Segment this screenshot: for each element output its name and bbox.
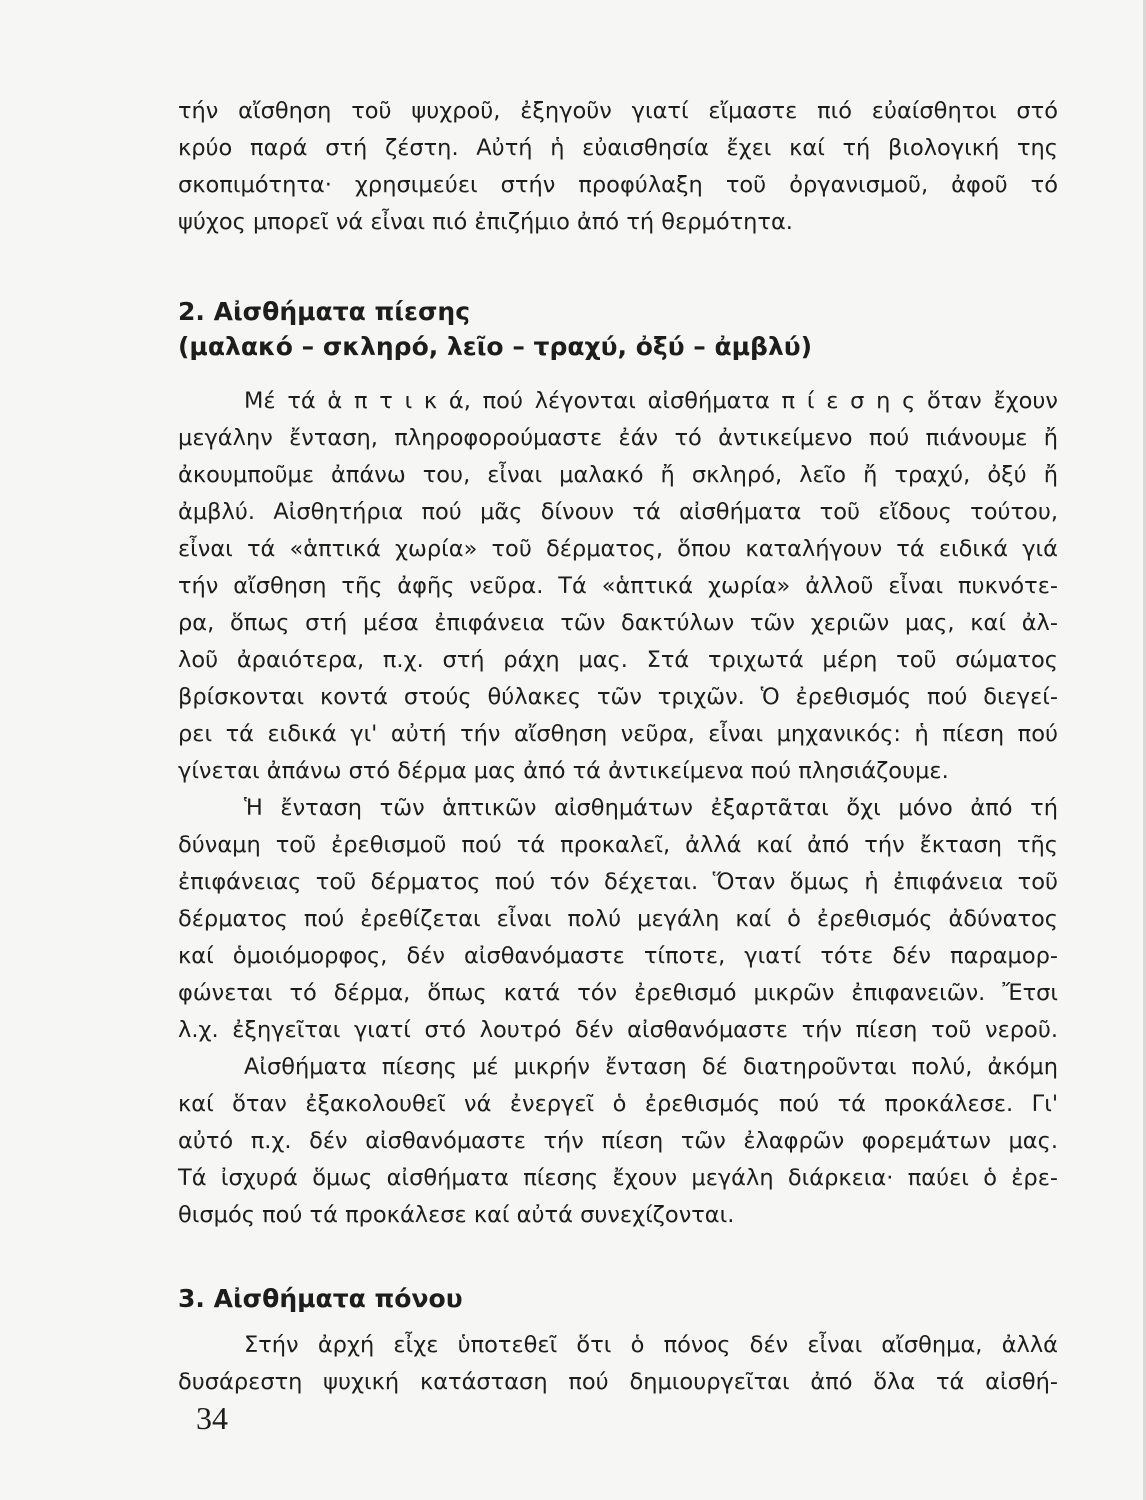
section-2-subheading: (μαλακό – σκληρό, λεῖο – τραχύ, ὀξύ – ἀμβλύ) bbox=[178, 332, 813, 361]
body-line: εἶναι τά «ἁπτικά χωρία» τοῦ δέρματος, ὅπου καταλήγουν τά ειδικά γιά bbox=[178, 536, 1058, 562]
section-3-heading: 3. Αἰσθήματα πόνου bbox=[178, 1284, 463, 1313]
body-line: δύναμη τοῦ ἐρεθισμοῦ πού τά προκαλεῖ, ἀλλά καί ἀπό τήν ἔκταση τῆς bbox=[178, 832, 1058, 858]
body-line: καί ὅταν ἐξακολουθεῖ νά ἐνεργεῖ ὁ ἐρεθισμός πού τά προκάλεσε. Γι' bbox=[178, 1091, 1058, 1117]
body-line: καί ὁμοιόμορφος, δέν αἰσθανόμαστε τίποτε, γιατί τότε δέν παραμορ- bbox=[178, 943, 1058, 969]
body-line: ἀκουμποῦμε ἀπάνω του, εἶναι μαλακό ἤ σκληρό, λεῖο ἤ τραχύ, ὀξύ ἤ bbox=[178, 462, 1058, 488]
body-line: ἀμβλύ. Αἰσθητήρια πού μᾶς δίνουν τά αἰσθήματα τοῦ εἴδους τούτου, bbox=[178, 499, 1058, 525]
intro-line: ψύχος μπορεῖ νά εἶναι πιό ἐπιζήμιο ἀπό τή θερμότητα. bbox=[178, 209, 793, 235]
body-line: θισμός πού τά προκάλεσε καί αὐτά συνεχίζονται. bbox=[178, 1202, 735, 1228]
body-line: μεγάλην ἔνταση, πληροφορούμαστε ἐάν τό ἀντικείμενο πού πιάνουμε ἤ bbox=[178, 425, 1058, 451]
body-line: λοῦ ἀραιότερα, π.χ. στή ράχη μας. Στά τριχωτά μέρη τοῦ σώματος bbox=[178, 647, 1058, 673]
body-line: τήν αἴσθηση τῆς ἀφῆς νεῦρα. Τά «ἁπτικά χωρία» ἀλλοῦ εἶναι πυκνότε- bbox=[178, 573, 1058, 599]
body-line: δυσάρεστη ψυχική κατάσταση πού δημιουργεῖται ἀπό ὅλα τά αἰσθή- bbox=[178, 1369, 1058, 1395]
body-line: Αἰσθήματα πίεσης μέ μικρήν ἔνταση δέ διατηροῦνται πολύ, ἀκόμη bbox=[244, 1054, 1058, 1080]
body-line: αὐτό π.χ. δέν αἰσθανόμαστε τήν πίεση τῶν ἐλαφρῶν φορεμάτων μας. bbox=[178, 1128, 1058, 1154]
body-line: λ.χ. ἐξηγεῖται γιατί στό λουτρό δέν αἰσθανόμαστε τήν πίεση τοῦ νεροῦ. bbox=[178, 1017, 1058, 1043]
intro-line: τήν αἴσθηση τοῦ ψυχροῦ, ἐξηγοῦν γιατί εἴμαστε πιό εὐαίσθητοι στό bbox=[178, 98, 1058, 124]
body-line: ἐπιφάνειας τοῦ δέρματος πού τόν δέχεται. Ὅταν ὅμως ἡ ἐπιφάνεια τοῦ bbox=[178, 869, 1058, 895]
body-line: ρα, ὅπως στή μέσα ἐπιφάνεια τῶν δακτύλων τῶν χεριῶν μας, καί ἀλ- bbox=[178, 610, 1058, 636]
body-line: φώνεται τό δέρμα, ὅπως κατά τόν ἐρεθισμό μικρῶν ἐπιφανειῶν. Ἔτσι bbox=[178, 980, 1058, 1006]
body-line: Μέ τά ἁ π τ ι κ ά, πού λέγονται αἰσθήματα π ί ε σ η ς ὅταν ἔχουν bbox=[244, 388, 1058, 414]
body-line: Τά ἰσχυρά ὅμως αἰσθήματα πίεσης ἔχουν μεγάλη διάρκεια· παύει ὁ ἐρε- bbox=[178, 1165, 1058, 1191]
intro-line: κρύο παρά στή ζέστη. Αὐτή ἡ εὐαισθησία ἔχει καί τή βιολογική της bbox=[178, 135, 1058, 161]
section-2-heading: 2. Αἰσθήματα πίεσης bbox=[178, 297, 471, 326]
body-line: βρίσκονται κοντά στούς θύλακες τῶν τριχῶν. Ὁ ἐρεθισμός πού διεγεί- bbox=[178, 684, 1058, 710]
body-line: Στήν ἀρχή εἶχε ὑποτεθεῖ ὅτι ὁ πόνος δέν εἶναι αἴσθημα, ἀλλά bbox=[244, 1332, 1058, 1358]
body-line: γίνεται ἀπάνω στό δέρμα μας ἀπό τά ἀντικείμενα πού πλησιάζουμε. bbox=[178, 758, 949, 784]
intro-line: σκοπιμότητα· χρησιμεύει στήν προφύλαξη τοῦ ὀργανισμοῦ, ἀφοῦ τό bbox=[178, 172, 1058, 198]
body-line: ρει τά ειδικά γι' αὐτή τήν αἴσθηση νεῦρα, εἶναι μηχανικός: ἡ πίεση πού bbox=[178, 721, 1058, 747]
body-line: δέρματος πού ἐρεθίζεται εἶναι πολύ μεγάλη καί ὁ ἐρεθισμός ἀδύνατος bbox=[178, 906, 1058, 932]
page-number: 34 bbox=[196, 1400, 228, 1436]
body-line: Ἡ ἔνταση τῶν ἁπτικῶν αἰσθημάτων ἐξαρτᾶται ὄχι μόνο ἀπό τή bbox=[244, 795, 1058, 821]
